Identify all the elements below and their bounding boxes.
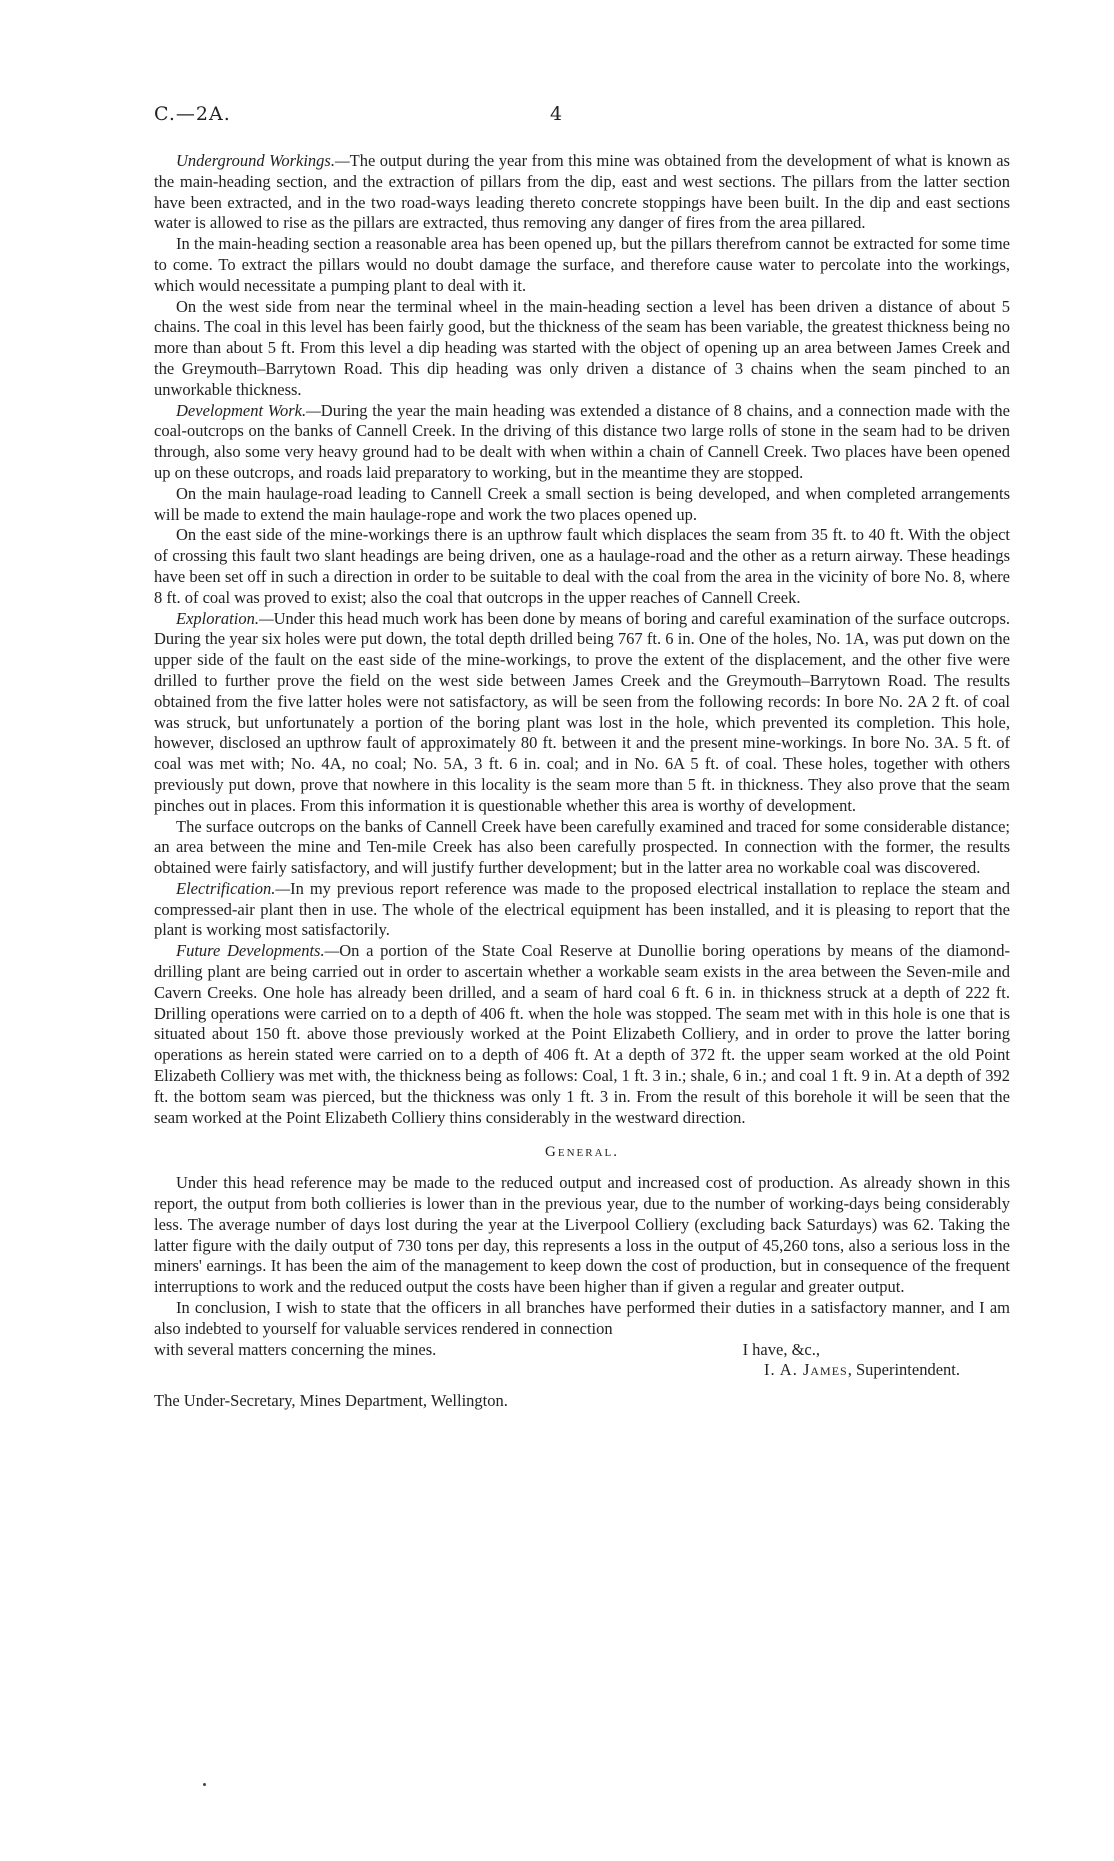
paragraph-heading: Electrification.— <box>176 878 291 898</box>
paragraph-heading: Development Work.— <box>176 400 321 420</box>
paragraph-text: In the main-heading section a reasonable area has been opened up, but the pillars therefrom cannot be extracted for some time to come. To extract the pillars would no doubt damage the surface, and therefore cause water to percolate into the workings, which would necessitate a pumping plant to deal with it. <box>154 234 1010 295</box>
paragraph-electrification <box>154 879 1010 941</box>
paragraph-surface-outcrops <box>154 817 1010 879</box>
paragraph-text: Under this head much work has been done by means of boring and careful examination of the surface outcrops. During the year six holes were put down, the total depth drilled being 767 ft. 6 in. One of the holes, No. 1A, was put down on the upper side of the fault on the east side of the mine-workings, to prove the extent of the displacement, and the other five were drilled to further prove the field on the west side between James Creek and the Greymouth–Barrytown Road. The results obtained from the five latter holes were not satisfactory, as will be seen from the following records: In bore No. 2A 2 ft. of coal was struck, but unfortunately a portion of the boring plant was lost in the hole, which prevented its completion. This hole, however, disclosed an upthrow fault of approximately 80 ft. between it and the present mine-workings. In bore No. 3A. 5 ft. of coal was met with; No. 4A, no coal; No. 5A, 3 ft. 6 in. coal; and in No. 6A 5 ft. of coal. These holes, together with others previously put down, prove that nowhere in this locality is the seam more than 5 ft. in thickness. They also prove that the seam pinches out in places. From this information it is questionable whether this area is worthy of development. <box>154 608 1010 815</box>
paragraph-text: On the east side of the mine-workings there is an upthrow fault which displaces the seam from 35 ft. to 40 ft. With the object of crossing this fault two slant headings are being driven, one as a haulage-road and the other as a return airway. These headings have been set off in such a direction in order to be suitable to deal with the coal from the area in the vicinity of bore No. 8, where 8 ft. of coal was proved to exist; also the coal that outcrops in the upper reaches of Cannell Creek. <box>154 525 1010 607</box>
paragraph-heading: Future Developments.— <box>176 941 340 961</box>
signature-name: I. A. James <box>763 1360 848 1380</box>
closing-row <box>154 1340 1010 1361</box>
paragraph-text: During the year the main heading was extended a distance of 8 chains, and a connection made with the coal-outcrops on the banks of Cannell Creek. In the driving of this distance two large rolls of stone in the seam had to be driven through, also some very heavy ground had to be dealt with when within a chain of Cannell Creek. Two places have been opened up on these outcrops, and roads laid preparatory to working, but in the meantime they are stopped. <box>154 400 1010 482</box>
salutation: I have, &c., <box>742 1339 820 1359</box>
document-body <box>154 151 1010 1412</box>
section-heading-general: General. <box>545 1144 619 1161</box>
closing-line: with several matters concerning the mines. <box>154 1339 437 1359</box>
paragraph-west-side <box>154 297 1010 401</box>
signature-title: , Superintendent. <box>847 1360 960 1380</box>
document-reference: C.—2A. <box>154 103 231 125</box>
paragraph-general-output: Under this head reference may be made to the reduced output and increased cost of production. As already shown in this report, the output from both collieries is lower than in the previous year, due to the number of working-days being considerably less. The average number of days lost during the year at the Liverpool Colliery (excluding back Saturdays) was 62. Taking the latter figure with the daily output of 730 tons per day, this represents a loss in the output of 45,260 tons, also a serious loss in the miners' earnings. It has been the aim of the management to keep down the cost of production, but in consequence of the frequent interruptions to work and the reduced output the costs have been higher than if given a regular and greater output. <box>154 1173 1010 1297</box>
paragraph-haulage-road <box>154 484 1010 526</box>
paragraph-future-developments <box>154 941 1010 1128</box>
signature <box>154 1360 1010 1381</box>
page-number: 4 <box>550 103 563 125</box>
paragraph-text: On the main haulage-road leading to Cannell Creek a small section is being developed, and when completed arrangements will be made to extend the main haulage-rope and work the two places opened up. <box>154 483 1010 524</box>
paragraph-east-side <box>154 525 1010 608</box>
paragraph-text: The output during the year from this mine was obtained from the development of what is known as the main-heading section, and the extraction of pillars from the dip, east and west sections. The pillars from the latter section have been extracted, and in the two road-ways leading thereto concrete stoppings have been built. In the dip and east sections water is allowed to rise as the pillars are extracted, thus removing any danger of fires from the area pillared. <box>154 151 1010 233</box>
paragraph-main-heading-section <box>154 234 1010 296</box>
paragraph-heading: Exploration.— <box>176 608 274 628</box>
paragraph-text: The surface outcrops on the banks of Cannell Creek have been carefully examined and traced for some considerable distance; an area between the mine and Ten-mile Creek has also been carefully prospected. In connection with the former, the results obtained were fairly satisfactory, and will justify further development; but in the latter area no workable coal was discovered. <box>154 816 1010 878</box>
paragraph-development-work <box>154 401 1010 484</box>
paragraph-text: On the west side from near the terminal wheel in the main-heading section a level has been driven a distance of about 5 chains. The coal in this level has been fairly good, but the thickness of the seam has been variable, the greatest thickness being no more than about 5 ft. From this level a dip heading was started with the object of opening up an area between James Creek and the Greymouth–Barrytown Road. This dip heading was only driven a distance of 3 chains when the seam pinched to an unworkable thickness. <box>154 296 1010 399</box>
addressee: The Under-Secretary, Mines Department, Wellington. <box>154 1391 508 1411</box>
paragraph-conclusion: In conclusion, I wish to state that the officers in all branches have performed their duties in a satisfactory manner, and I am also indebted to yourself for valuable services rendered in connection <box>154 1298 1010 1338</box>
paragraph-exploration <box>154 609 1010 817</box>
paragraph-text: In my previous report reference was made to the proposed electrical installation to replace the steam and compressed-air plant then in use. The whole of the electrical equipment has been installed, and it is pleasing to report that the plant is working most satisfactorily. <box>154 878 1010 940</box>
stray-mark <box>203 1783 206 1786</box>
paragraph-heading: Underground Workings.— <box>176 151 350 170</box>
paragraph-text: On a portion of the State Coal Reserve at Dunollie boring operations by means of the diamond-drilling plant are being carried out in order to ascertain whether a workable seam exists in the area between the Seven-mile and Cavern Creeks. One hole has already been drilled, and a seam of hard coal 6 ft. 6 in. in thickness struck at a depth of 222 ft. Drilling operations were carried on to a depth of 406 ft. when the hole was stopped. The seam met with in this hole is one that is situated about 150 ft. above those previously worked at the Point Elizabeth Colliery, and in order to prove the latter boring operations as herein stated were carried on to a depth of 406 ft. At a depth of 372 ft. the upper seam worked at the old Point Elizabeth Colliery was met with, the thickness being as follows: Coal, 1 ft. 3 in.; shale, 6 in.; and coal 1 ft. 9 in. At a depth of 392 ft. the bottom seam was pierced, but the thickness was only 1 ft. 3 in. From the result of this borehole it will be seen that the seam worked at the Point Elizabeth Colliery thins considerably in the westward direction. <box>154 941 1011 1127</box>
paragraph-underground-workings <box>154 151 1010 234</box>
